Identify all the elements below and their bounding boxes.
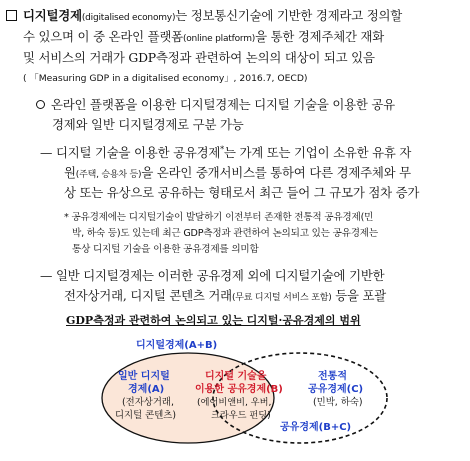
general-digital-desc2: 디지털 콘텐츠) (115, 410, 176, 421)
para4-text: 전자상거래, 디지털 콘텐츠 거래 (64, 288, 232, 303)
para1-text: 는 정보통신기술에 기반한 경제라고 정의할 (175, 8, 403, 23)
digital-sharing-desc1: (에어비앤비, 우버, (197, 397, 272, 408)
footnote-marker: * (220, 144, 224, 154)
general-digital-desc1: (전자상거래, (122, 397, 174, 408)
para2-line2: 경제와 일반 디지털경제로 구분 가능 (52, 117, 244, 132)
note-line3: 통상 디지털 기술을 이용한 공유경제를 의미함 (72, 244, 259, 255)
digital-sharing-title1: 디지털 기술을 (205, 371, 267, 382)
para3-example: (주택, 승용차 등) (75, 170, 142, 180)
para3-text: 원 (64, 165, 76, 180)
general-digital-title2: 경제(A) (128, 384, 165, 395)
sharing-economy-label: 공유경제(B+C) (280, 422, 352, 433)
dash-bullet: — (40, 268, 56, 283)
traditional-sharing-title2: 공유경제(C) (308, 384, 364, 395)
para3-text: 을 온라인 중개서비스를 통하여 다른 경제주체와 무 (141, 165, 411, 180)
dash-bullet: — (40, 145, 56, 160)
term-digital-economy: 디지털경제 (23, 8, 82, 23)
para3-text: 는 가계 또는 기업이 소유한 유휴 자 (223, 145, 412, 160)
para4-text: 일반 디지털경제는 이러한 공유경제 외에 디지털기술에 기반한 (55, 268, 385, 283)
general-digital-title1: 일반 디지털 (118, 371, 170, 382)
para4-example: (무료 디지털 서비스 포함) (231, 293, 332, 303)
note-line2: 박, 하숙 등)도 있는데 최근 GDP측정과 관련하여 논의되고 있는 공유경제는 (72, 228, 378, 239)
traditional-sharing-desc: (민박, 하숙) (313, 397, 363, 408)
term-english: (online platform) (182, 34, 256, 44)
para1-text: 을 통한 경제주체간 재화 (255, 29, 385, 44)
digital-sharing-title2: 이용한 공유경제(B) (195, 384, 283, 395)
para2-text: 온라인 플랫폼을 이용한 디지털경제는 디지털 기술을 이용한 공유 (51, 97, 395, 112)
digital-economy-label: 디지털경제(A+B) (136, 340, 218, 351)
para4-text: 등을 포괄 (331, 288, 387, 303)
diagram-title: GDP측정과 관련하여 논의되고 있는 디지털·공유경제의 범위 (66, 314, 361, 327)
para1-text: 수 있으며 이 중 온라인 플랫폼 (23, 29, 183, 44)
digital-sharing-desc2: 크라우드 펀딩) (211, 410, 271, 421)
traditional-sharing-title1: 전통적 (318, 371, 347, 382)
para1-line3: 및 서비스의 거래가 GDP측정과 관련하여 논의의 대상이 되고 있음 (23, 50, 375, 65)
term-sharing-economy: 디지털 기술을 이용한 공유경제 (55, 145, 221, 160)
note-line1: * 공유경제에는 디지털기술이 발달하기 이전부터 존재한 전통적 공유경제(민 (64, 212, 374, 223)
term-english: (digitalised economy) (81, 13, 176, 23)
para1-source: ( 「Measuring GDP in a digitalised economy」, 2016.7, OECD) (23, 73, 308, 84)
para3-line3: 상 또는 유상으로 공유하는 형태로서 최근 들어 그 규모가 점차 증가 (64, 185, 420, 200)
